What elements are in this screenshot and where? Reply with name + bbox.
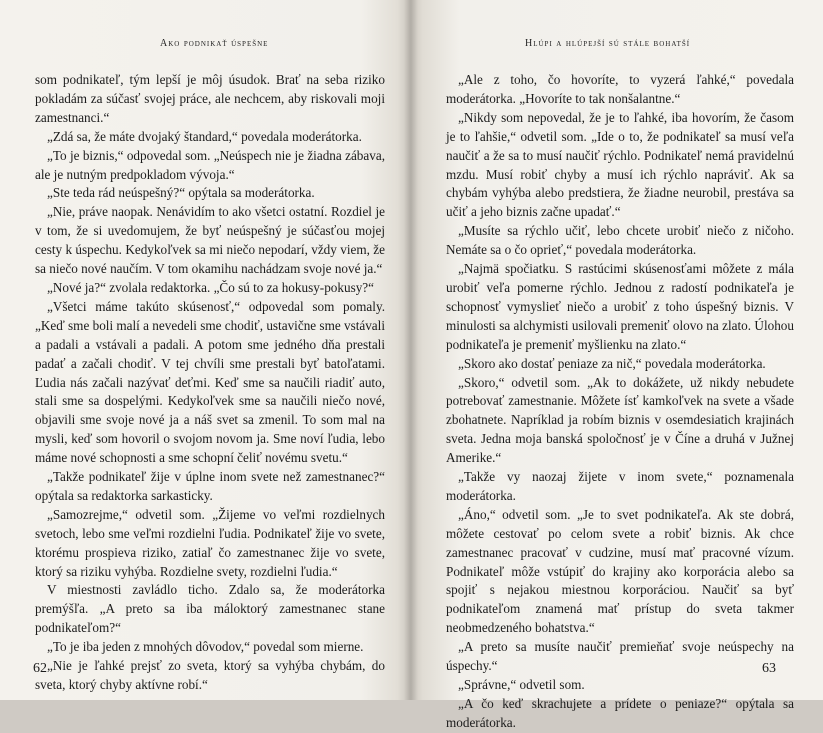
paragraph: „Samozrejme,“ odvetil som. „Žijeme vo veľmi rozdielnych svetoch, lebo sme veľmi rozdielni ľudia. Podnikateľ žije vo svete, ktorému prospieva riziko, zatiaľ čo zamestnanec žije vo svete, ktorý sa riziku vyhýba. Rozdielne svety, rozdielni ľudia.“ bbox=[35, 506, 385, 579]
paragraph: „Správne,“ odvetil som. bbox=[458, 677, 585, 692]
paragraph: „Nie je ľahké prejsť zo sveta, ktorý sa vyhýba chybám, do sveta, ktorý chyby aktívne robí.“ bbox=[35, 658, 385, 692]
paragraph: „Takže podnikateľ žije v úplne inom svete než zamestnanec?“ opýtala sa redaktorka sarkasticky. bbox=[35, 469, 385, 503]
right-page-body bbox=[446, 71, 794, 733]
paragraph: „A čo keď skrachujete a prídete o peniaze?“ opýtala sa moderátorka. bbox=[446, 695, 794, 730]
paragraph: „Ale z toho, čo hovoríte, to vyzerá ľahké,“ povedala moderátorka. „Hovoríte to tak nonšalantne.“ bbox=[446, 72, 794, 106]
book-gutter bbox=[404, 0, 418, 700]
paragraph: „Ste teda rád neúspešný?“ opýtala sa moderátorka. bbox=[47, 185, 315, 201]
paragraph: „A preto sa musíte naučiť premieňať svoje neúspechy na úspechy.“ bbox=[446, 639, 794, 674]
running-header-left: Ako podnikať úspešne bbox=[160, 38, 269, 49]
paragraph: som podnikateľ, tým lepší je môj úsudok. Brať na seba riziko pokladám za súčasť svojej práce, ale nechcem, aby riskovali moji zamestnanci.“ bbox=[35, 72, 385, 125]
paragraph: V miestnosti zavládlo ticho. Zdalo sa, že moderátorka premýšľa. „A preto sa iba máloktorý zamestnanec stane podnikateľom?“ bbox=[35, 582, 385, 636]
paragraph: „Nikdy som nepovedal, že je to ľahké, iba hovorím, že časom je to ľahšie,“ odvetil som. „Ide o to, že podnikateľ sa musí veľa naučiť a že sa to musí naučiť rýchlo. Podnikateľ nemá pravidelnú mzdu. Musí robiť chyby a musí ich rýchlo napráviť. Ak sa chybám vyhýba alebo predstiera, že žiadne neurobil, prestáva sa učiť a jeho biznis začne upadať.“ bbox=[446, 109, 794, 220]
page-number-right: 63 bbox=[762, 661, 776, 676]
paragraph: „Musíte sa rýchlo učiť, lebo chcete urobiť niečo z ničoho. Nemáte sa o čo oprieť,“ povedala moderátorka. bbox=[446, 223, 794, 258]
left-page bbox=[0, 0, 410, 700]
left-page-body bbox=[35, 71, 385, 695]
page-number-left: 62 bbox=[33, 661, 47, 676]
right-page bbox=[410, 0, 823, 730]
paragraph: „To je iba jeden z mnohých dôvodov,“ povedal som mierne. bbox=[47, 639, 364, 655]
paragraph: „Najmä spočiatku. S rastúcimi skúsenosťami môžete z mála urobiť veľa pomerne rýchlo. Jednou z radostí podnikateľa je schopnosť vymyslieť niečo a urobiť z toho úspešný biznis. V minulosti sa alchymisti usilovali premeniť olovo na zlato. Úlohou podnikateľa je premeniť myšlienku na zlato.“ bbox=[446, 261, 794, 352]
paragraph: „To je biznis,“ odpovedal som. „Neúspech nie je žiadna zábava, ale je nutným predpokladom vývoja.“ bbox=[35, 147, 385, 182]
paragraph: „Skoro,“ odvetil som. „Ak to dokážete, už nikdy nebudete potrebovať zamestnanie. Môžete ísť kamkoľvek na svete a všade zbohatnete. Napríklad ja robím biznis v osemdesiatich krajinách sveta. Jedna moja banská spoločnosť je v Číne a druhá v Južnej Amerike.“ bbox=[446, 374, 794, 466]
paragraph: „Takže vy naozaj žijete v inom svete,“ poznamenala moderátorka. bbox=[446, 469, 794, 503]
paragraph: „Všetci máme takúto skúsenosť,“ odpovedal som pomaly. „Keď sme boli malí a nevedeli sme chodiť, ustavične sme vstávali a padali a vstávali a padali. A potom sme jedného dňa prestali padať a začali chodiť. V tej chvíli sme prestali byť batoľatami. Ľudia nás začali nazývať deťmi. Keď sme sa naučili riadiť auto, stali sme sa dospelými. Kedykoľvek sme sa naučili niečo nové, objavili sme svoje nové ja a náš svet sa zmenil. To som mal na mysli, keď som hovoril o svojom novom ja. Sme noví ľudia, lebo máme nové schopnosti a sme schopní čeliť novému svetu.“ bbox=[35, 298, 385, 466]
paragraph: „Áno,“ odvetil som. „Je to svet podnikateľa. Ak ste dobrá, môžete cestovať po celom svete a robiť biznis. Ak chce zamestnanec pracovať v cudzine, musí mať pracovné vízum. Podnikateľ môže vstúpiť do krajiny ako korporácia alebo sa spojiť s nejakou miestnou korporáciou. Naučiť sa byť podnikateľom znamená mať prístup do sveta takmer neobmedzeného bohatstva.“ bbox=[446, 506, 794, 636]
running-header-right: Hlúpi a hlúpejší sú stále bohatší bbox=[525, 38, 691, 49]
paragraph: „Zdá sa, že máte dvojaký štandard,“ povedala moderátorka. bbox=[47, 128, 362, 144]
paragraph: „Nové ja?“ zvolala redaktorka. „Čo sú to za hokusy-pokusy?“ bbox=[47, 279, 375, 295]
paragraph: „Skoro ako dostať peniaze za nič,“ povedala moderátorka. bbox=[458, 355, 766, 371]
paragraph: „Nie, práve naopak. Nenávidím to ako všetci ostatní. Rozdiel je v tom, že si uvedomujem, že byť neúspešný je súčasťou mojej cesty k úspechu. Kedykoľvek sa mi niečo nepodarí, vždy viem, že sa niečo nové naučím. V tom okamihu nachádzam svoje nové ja.“ bbox=[35, 204, 385, 277]
